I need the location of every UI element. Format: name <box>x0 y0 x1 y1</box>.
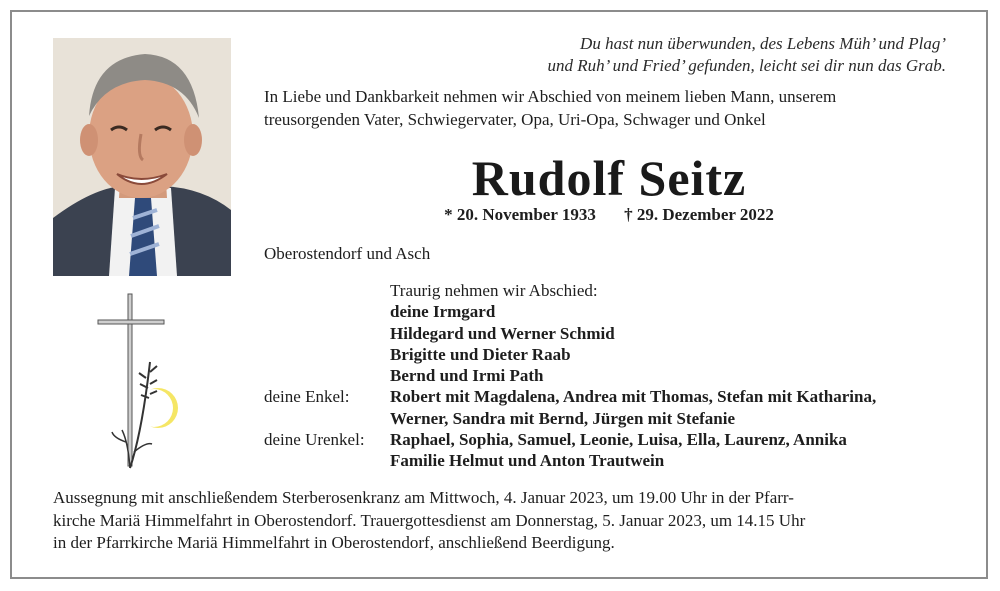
mourners-heading: Traurig nehmen wir Abschied: <box>390 281 598 300</box>
list-item <box>264 280 964 301</box>
enkel-names: Werner, Sandra mit Bernd, Jürgen mit Stefanie <box>390 408 736 428</box>
intro-line: treusorgenden Vater, Schwiegervater, Opa, Uri-Opa, Schwager und Onkel <box>264 110 766 129</box>
cross-with-wheat-icon <box>92 292 192 472</box>
enkel-names: Robert mit Magdalena, Andrea mit Thomas, Stefan mit Katharina, <box>390 387 877 407</box>
footer-line: in der Pfarrkirche Mariä Himmelfahrt in Oberostendorf, anschließend Beerdigung. <box>53 533 615 552</box>
poem-verse <box>446 33 946 77</box>
mourner-name: Hildegard und Werner Schmid <box>390 323 615 343</box>
verse-line: Du hast nun überwunden, des Lebens Müh’ und Plag’ <box>580 34 946 53</box>
intro-line: In Liebe und Dankbarkeit nehmen wir Abschied von meinem lieben Mann, unserem <box>264 87 837 106</box>
list-item <box>264 323 964 344</box>
list-item <box>264 429 964 450</box>
urenkel-names: Raphael, Sophia, Samuel, Leonie, Luisa, Ella, Laurenz, Annika <box>390 430 847 450</box>
mourner-name: Bernd und Irmi Path <box>390 366 544 386</box>
life-dates <box>264 204 954 226</box>
mourners-list <box>264 280 964 472</box>
urenkel-label: deine Urenkel: <box>264 430 365 450</box>
urenkel-names: Familie Helmut und Anton Trautwein <box>390 451 665 471</box>
list-item <box>264 301 964 322</box>
intro-text <box>264 85 954 131</box>
list-item <box>264 450 964 471</box>
mourner-name: deine Irmgard <box>390 302 496 322</box>
list-item <box>264 344 964 365</box>
portrait-photo <box>53 38 231 276</box>
mourner-name: Brigitte und Dieter Raab <box>390 344 571 364</box>
list-item <box>264 365 964 386</box>
footer-line: kirche Mariä Himmelfahrt in Oberostendorf. Trauergottesdienst am Donnerstag, 5. Januar 2023, um 14.15 Uhr <box>53 510 806 530</box>
verse-line: und Ruh’ und Fried’ gefunden, leicht sei dir nun das Grab. <box>547 56 946 75</box>
list-item <box>264 408 964 429</box>
service-details <box>53 487 933 555</box>
death-date: † 29. Dezember 2022 <box>624 205 774 224</box>
list-item <box>264 386 964 407</box>
birth-date: * 20. November 1933 <box>444 205 596 224</box>
footer-line: Aussegnung mit anschließendem Sterberosenkranz am Mittwoch, 4. Januar 2023, um 19.00 Uhr in der Pfarr- <box>53 488 794 507</box>
enkel-label: deine Enkel: <box>264 387 350 407</box>
residence-place: Oberostendorf und Asch <box>264 244 431 263</box>
deceased-name: Rudolf Seitz <box>471 150 747 206</box>
